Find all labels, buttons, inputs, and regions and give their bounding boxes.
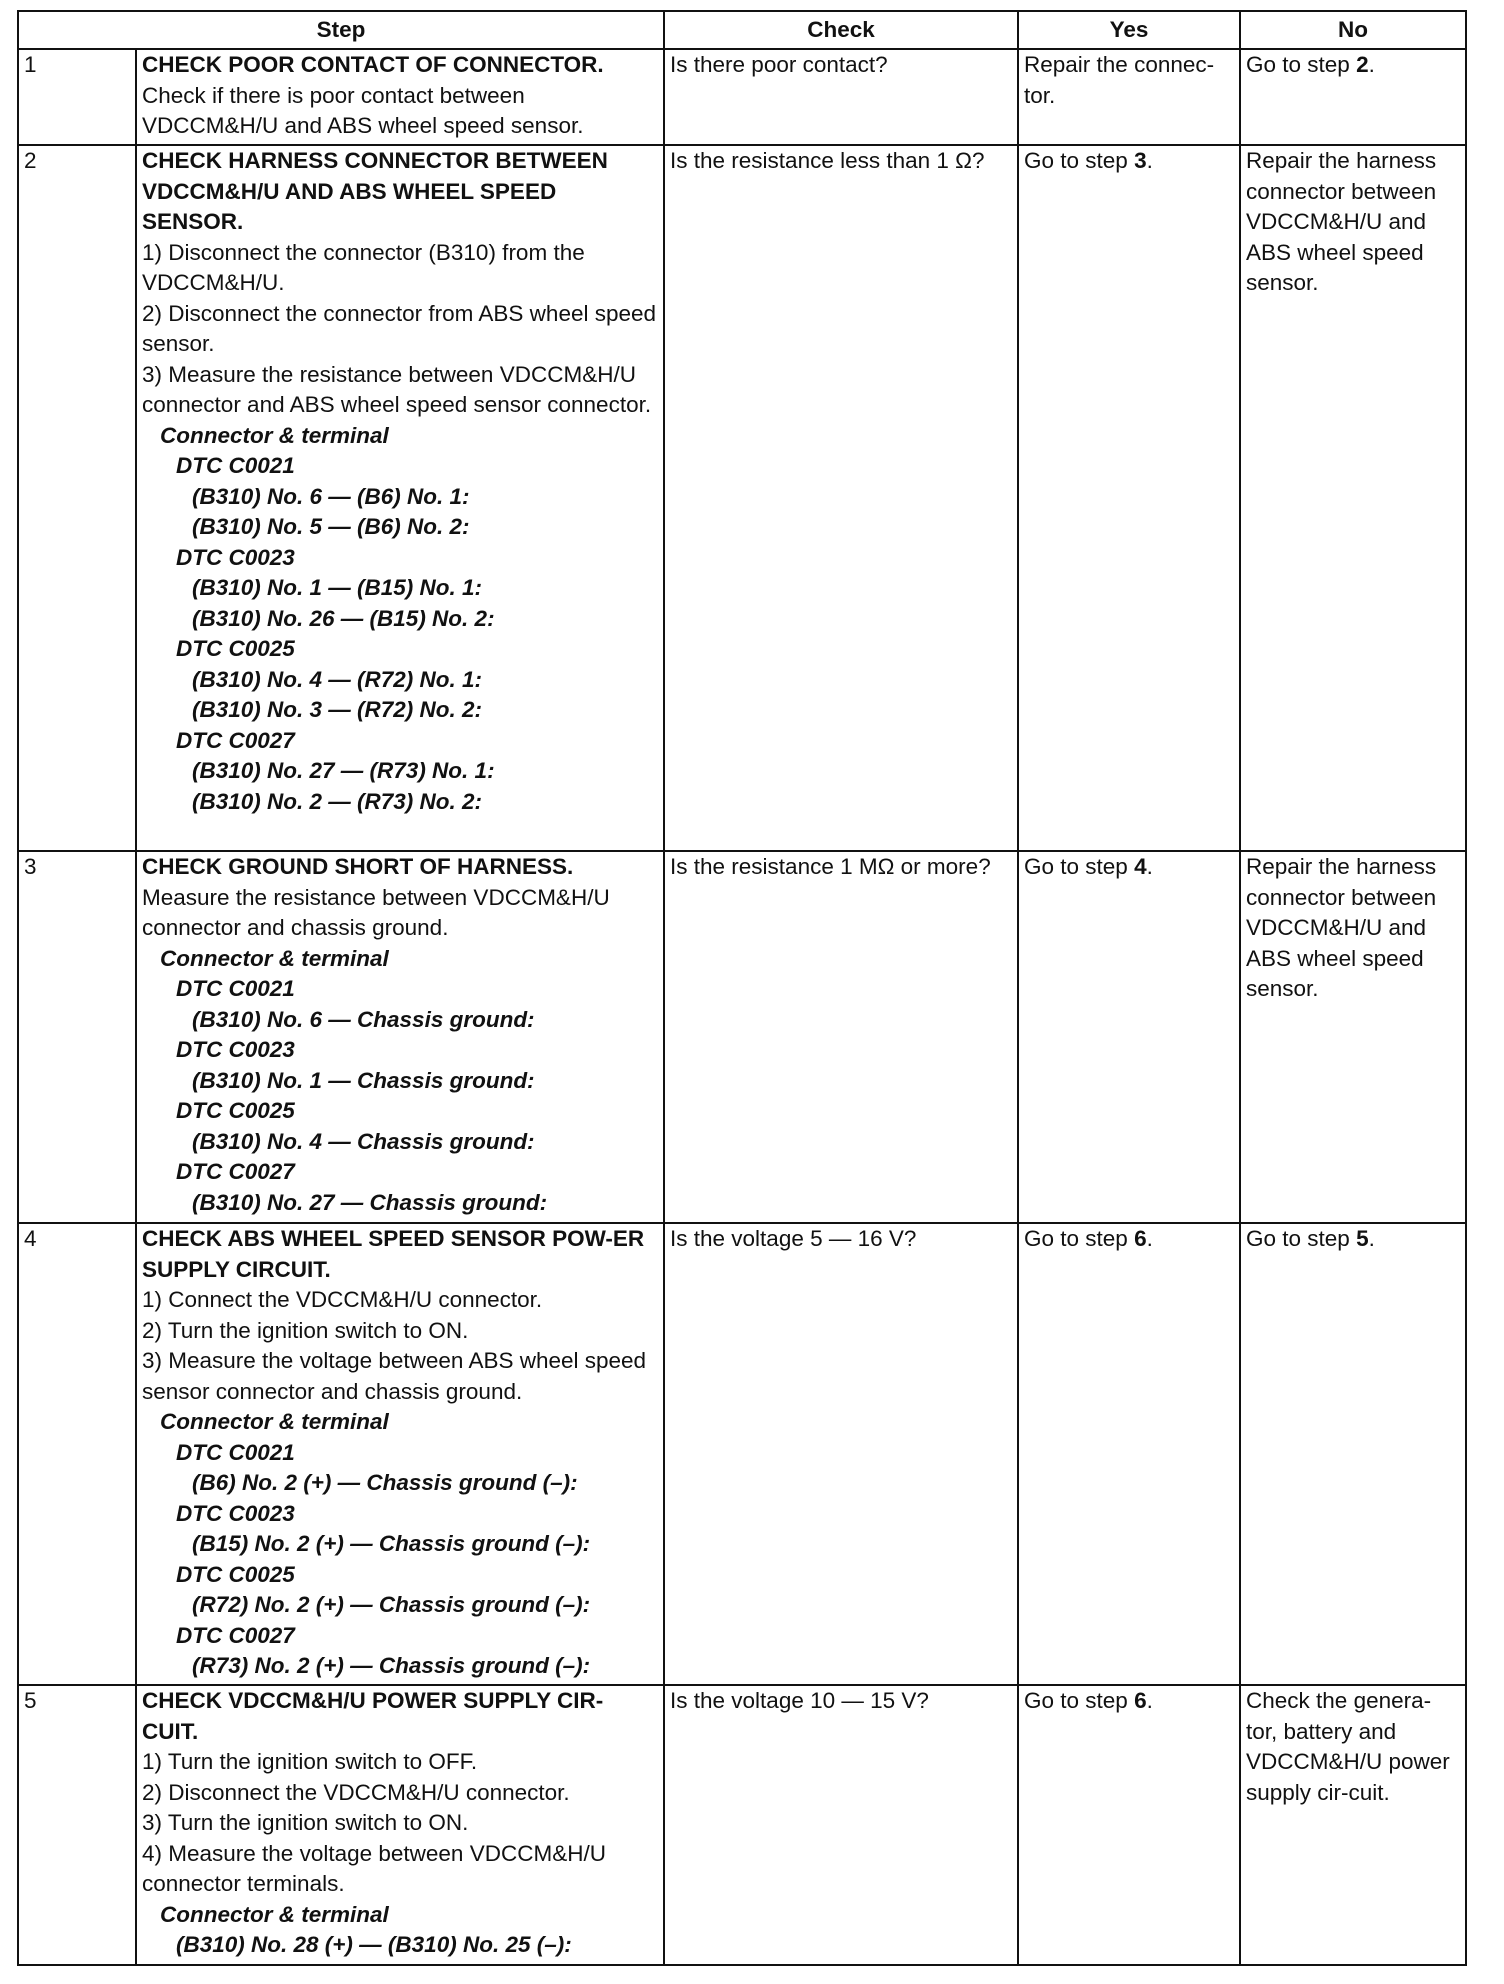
step-title: CHECK VDCCM&H/U POWER SUPPLY CIR-CUIT. xyxy=(142,1688,604,1744)
step-number: 4 xyxy=(18,1223,136,1685)
goto-step-number: 6 xyxy=(1134,1688,1147,1713)
check-cell: Is the voltage 5 — 16 V? xyxy=(664,1223,1018,1685)
procedure-step: 1) Turn the ignition switch to OFF. xyxy=(142,1749,478,1774)
goto-text: Go to step xyxy=(1246,1226,1357,1251)
table-row-step-4 xyxy=(18,1223,1466,1685)
step-title: CHECK GROUND SHORT OF HARNESS. xyxy=(142,854,574,879)
check-cell: Is the voltage 10 — 15 V? xyxy=(664,1685,1018,1965)
step-cell xyxy=(136,49,664,145)
diagnostic-table xyxy=(17,10,1467,1966)
connector-terminal-heading: Connector & terminal xyxy=(160,422,389,448)
no-cell: Repair the harness connector between VDCCM&H/U and ABS wheel speed sensor. xyxy=(1240,851,1466,1223)
goto-step-number: 3 xyxy=(1134,148,1147,173)
yes-cell: Repair the connec-tor. xyxy=(1018,49,1240,145)
goto-step-number: 5 xyxy=(1356,1226,1369,1251)
dtc-code: DTC C0025 xyxy=(176,1098,295,1123)
yes-cell xyxy=(1018,145,1240,851)
no-cell: Repair the harness connector between VDCCM&H/U and ABS wheel speed sensor. xyxy=(1240,145,1466,851)
yes-cell xyxy=(1018,1223,1240,1685)
header-no: No xyxy=(1240,11,1466,49)
table-row-step-1 xyxy=(18,49,1466,145)
procedure-step: 2) Disconnect the VDCCM&H/U connector. xyxy=(142,1779,570,1805)
dtc-code: DTC C0021 xyxy=(176,976,295,1001)
terminal-spec: (B310) No. 4 — (R72) No. 1: xyxy=(192,666,483,692)
goto-end: . xyxy=(1146,1226,1153,1251)
header-yes: Yes xyxy=(1018,11,1240,49)
terminal-spec: (B310) No. 6 — Chassis ground: xyxy=(192,1006,535,1032)
procedure-step: 2) Turn the ignition switch to ON. xyxy=(142,1317,469,1343)
dtc-code: DTC C0025 xyxy=(176,636,295,661)
goto-step-number: 6 xyxy=(1134,1226,1147,1251)
goto-text: Go to step xyxy=(1024,1226,1135,1251)
check-cell: Is the resistance less than 1 Ω? xyxy=(664,145,1018,851)
terminal-spec: (B310) No. 3 — (R72) No. 2: xyxy=(192,697,483,722)
step-cell xyxy=(136,145,664,851)
dtc-code: DTC C0027 xyxy=(176,1159,295,1184)
procedure-step: 3) Measure the voltage between ABS wheel speed sensor connector and chassis ground. xyxy=(142,1348,647,1404)
table-row-step-3 xyxy=(18,851,1466,1223)
terminal-spec: (B310) No. 5 — (B6) No. 2: xyxy=(192,514,470,539)
terminal-spec: (B310) No. 4 — Chassis ground: xyxy=(192,1128,535,1154)
terminal-spec: (B310) No. 1 — (B15) No. 1: xyxy=(192,575,483,600)
procedure-step: 3) Turn the ignition switch to ON. xyxy=(142,1810,469,1835)
goto-end: . xyxy=(1146,854,1153,879)
step-title: CHECK POOR CONTACT OF CONNECTOR. xyxy=(142,52,604,77)
yes-cell xyxy=(1018,1685,1240,1965)
goto-end: . xyxy=(1368,52,1375,77)
goto-text: Go to step xyxy=(1024,854,1135,879)
terminal-spec: (R72) No. 2 (+) — Chassis ground (–): xyxy=(192,1592,591,1617)
dtc-code: DTC C0023 xyxy=(176,544,295,570)
step-body: Check if there is poor contact between VDCCM&H/U and ABS wheel speed sensor. xyxy=(142,82,584,138)
step-title: CHECK HARNESS CONNECTOR BETWEEN VDCCM&H/U AND ABS WHEEL SPEED SENSOR. xyxy=(142,148,608,234)
procedure-step: 1) Disconnect the connector (B310) from the VDCCM&H/U. xyxy=(142,239,585,295)
step-body: Measure the resistance between VDCCM&H/U connector and chassis ground. xyxy=(142,884,610,940)
check-cell: Is there poor contact? xyxy=(664,49,1018,145)
dtc-code: DTC C0027 xyxy=(176,1622,295,1648)
table-row-step-5 xyxy=(18,1685,1466,1965)
check-cell: Is the resistance 1 MΩ or more? xyxy=(664,851,1018,1223)
goto-text: Go to step xyxy=(1246,52,1357,77)
no-cell: Check the genera-tor, battery and VDCCM&H/U power supply cir-cuit. xyxy=(1240,1685,1466,1965)
step-number: 2 xyxy=(18,145,136,851)
procedure-step: 4) Measure the voltage between VDCCM&H/U connector terminals. xyxy=(142,1840,606,1896)
procedure-step: 1) Connect the VDCCM&H/U connector. xyxy=(142,1287,543,1312)
procedure-step: 2) Disconnect the connector from ABS wheel speed sensor. xyxy=(142,300,657,356)
terminal-spec: (B310) No. 1 — Chassis ground: xyxy=(192,1067,535,1093)
dtc-code: DTC C0025 xyxy=(176,1561,295,1587)
table-row-step-2 xyxy=(18,145,1466,851)
step-number: 1 xyxy=(18,49,136,145)
terminal-spec: (B310) No. 28 (+) — (B310) No. 25 (–): xyxy=(176,1932,572,1957)
step-cell xyxy=(136,1223,664,1685)
dtc-code: DTC C0023 xyxy=(176,1037,295,1062)
step-cell xyxy=(136,1685,664,1965)
terminal-spec: (B310) No. 27 — (R73) No. 1: xyxy=(192,758,495,783)
dtc-code: DTC C0027 xyxy=(176,727,295,753)
terminal-spec: (B15) No. 2 (+) — Chassis ground (–): xyxy=(192,1531,591,1556)
terminal-spec: (B6) No. 2 (+) — Chassis ground (–): xyxy=(192,1470,578,1495)
goto-end: . xyxy=(1368,1226,1375,1251)
no-cell xyxy=(1240,49,1466,145)
no-cell xyxy=(1240,1223,1466,1685)
dtc-code: DTC C0023 xyxy=(176,1500,295,1526)
terminal-spec: (B310) No. 26 — (B15) No. 2: xyxy=(192,605,495,631)
step-cell xyxy=(136,851,664,1223)
goto-step-number: 2 xyxy=(1356,52,1369,77)
procedure-step: 3) Measure the resistance between VDCCM&H/U connector and ABS wheel speed sensor connector. xyxy=(142,361,652,417)
step-number: 5 xyxy=(18,1685,136,1965)
goto-end: . xyxy=(1146,148,1153,173)
terminal-spec: (B310) No. 27 — Chassis ground: xyxy=(192,1189,548,1215)
step-number: 3 xyxy=(18,851,136,1223)
header-step: Step xyxy=(18,11,664,49)
goto-step-number: 4 xyxy=(1134,854,1147,879)
header-check: Check xyxy=(664,11,1018,49)
header-row xyxy=(18,11,1466,49)
connector-terminal-heading: Connector & terminal xyxy=(160,945,389,971)
goto-text: Go to step xyxy=(1024,148,1135,173)
terminal-spec: (B310) No. 2 — (R73) No. 2: xyxy=(192,788,483,814)
connector-terminal-heading: Connector & terminal xyxy=(160,1409,389,1434)
dtc-code: DTC C0021 xyxy=(176,1439,295,1465)
dtc-code: DTC C0021 xyxy=(176,453,295,478)
terminal-spec: (B310) No. 6 — (B6) No. 1: xyxy=(192,483,470,509)
connector-terminal-heading: Connector & terminal xyxy=(160,1901,389,1927)
step-title: CHECK ABS WHEEL SPEED SENSOR POW-ER SUPPLY CIRCUIT. xyxy=(142,1226,645,1282)
yes-cell xyxy=(1018,851,1240,1223)
goto-text: Go to step xyxy=(1024,1688,1135,1713)
goto-end: . xyxy=(1146,1688,1153,1713)
terminal-spec: (R73) No. 2 (+) — Chassis ground (–): xyxy=(192,1653,591,1678)
